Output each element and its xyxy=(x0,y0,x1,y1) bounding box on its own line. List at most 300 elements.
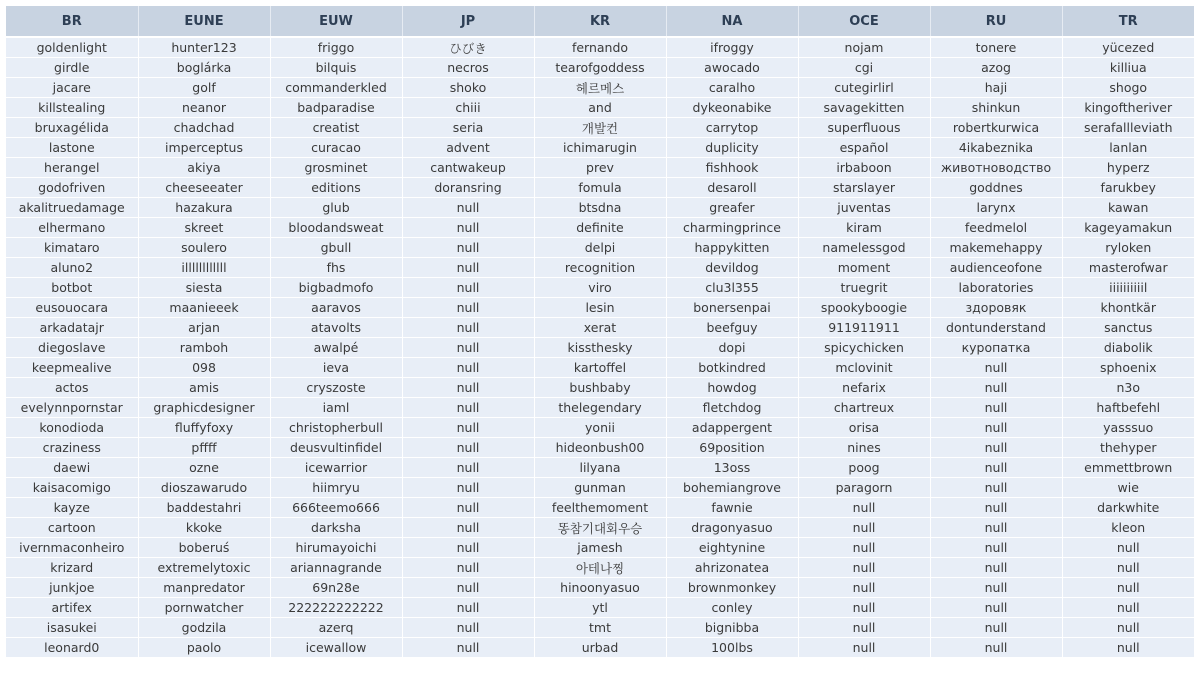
table-row xyxy=(6,238,1194,258)
table-cell: actos xyxy=(6,378,138,398)
table-cell: advent xyxy=(402,138,534,158)
table-cell: chadchad xyxy=(138,118,270,138)
table-cell: fawnie xyxy=(666,498,798,518)
table-cell: akalitruedamage xyxy=(6,198,138,218)
table-cell: clu3l355 xyxy=(666,278,798,298)
column-header-euw[interactable]: EUW xyxy=(270,6,402,37)
table-cell: null xyxy=(402,318,534,338)
table-cell: juventas xyxy=(798,198,930,218)
table-cell: makemehappy xyxy=(930,238,1062,258)
table-row xyxy=(6,398,1194,418)
table-cell: and xyxy=(534,98,666,118)
table-cell: null xyxy=(798,498,930,518)
table-cell: arjan xyxy=(138,318,270,338)
table-cell: ryloken xyxy=(1062,238,1194,258)
table-row xyxy=(6,438,1194,458)
column-header-tr[interactable]: TR xyxy=(1062,6,1194,37)
table-cell: pornwatcher xyxy=(138,598,270,618)
table-cell: kkoke xyxy=(138,518,270,538)
table-cell: sanctus xyxy=(1062,318,1194,338)
table-row xyxy=(6,37,1194,58)
table-cell: commanderkled xyxy=(270,78,402,98)
table-cell: goldenlight xyxy=(6,37,138,58)
table-cell: soulero xyxy=(138,238,270,258)
table-cell: necros xyxy=(402,58,534,78)
table-cell: 헤르메스 xyxy=(534,78,666,98)
table-cell: herangel xyxy=(6,158,138,178)
table-cell: null xyxy=(402,438,534,458)
table-cell: urbad xyxy=(534,638,666,658)
table-cell: amis xyxy=(138,378,270,398)
table-cell: diegoslave xyxy=(6,338,138,358)
table-cell: maanieeek xyxy=(138,298,270,318)
table-cell: curacao xyxy=(270,138,402,158)
table-cell: null xyxy=(798,518,930,538)
table-cell: bruxagélida xyxy=(6,118,138,138)
table-cell: hunter123 xyxy=(138,37,270,58)
table-cell: leonard0 xyxy=(6,638,138,658)
table-row xyxy=(6,298,1194,318)
table-row xyxy=(6,78,1194,98)
table-cell: lanlan xyxy=(1062,138,1194,158)
table-cell: paragorn xyxy=(798,478,930,498)
table-cell: duplicity xyxy=(666,138,798,158)
table-cell: shinkun xyxy=(930,98,1062,118)
table-cell: bilquis xyxy=(270,58,402,78)
table-cell: awocado xyxy=(666,58,798,78)
table-cell: azerq xyxy=(270,618,402,638)
table-cell: boglárka xyxy=(138,58,270,78)
header-row xyxy=(6,6,1194,37)
table-cell: aluno2 xyxy=(6,258,138,278)
table-cell: bohemiangrove xyxy=(666,478,798,498)
table-row xyxy=(6,138,1194,158)
table-cell: null xyxy=(798,578,930,598)
table-cell: howdog xyxy=(666,378,798,398)
table-cell: ひびき xyxy=(402,37,534,58)
table-cell: ieva xyxy=(270,358,402,378)
table-cell: beefguy xyxy=(666,318,798,338)
table-cell: hirumayoichi xyxy=(270,538,402,558)
table-cell: haftbefehl xyxy=(1062,398,1194,418)
table-cell: 69n28e xyxy=(270,578,402,598)
table-cell: farukbey xyxy=(1062,178,1194,198)
table-cell: krizard xyxy=(6,558,138,578)
table-cell: null xyxy=(402,578,534,598)
table-cell: feelthemoment xyxy=(534,498,666,518)
table-cell: brownmonkey xyxy=(666,578,798,598)
table-cell: killstealing xyxy=(6,98,138,118)
table-cell: cantwakeup xyxy=(402,158,534,178)
table-cell: fletchdog xyxy=(666,398,798,418)
table-cell: null xyxy=(930,638,1062,658)
table-cell: null xyxy=(930,458,1062,478)
table-cell: carrytop xyxy=(666,118,798,138)
table-cell: seria xyxy=(402,118,534,138)
table-cell: killiua xyxy=(1062,58,1194,78)
table-cell: null xyxy=(930,398,1062,418)
table-cell: definite xyxy=(534,218,666,238)
table-cell: ytl xyxy=(534,598,666,618)
table-cell: imperceptus xyxy=(138,138,270,158)
table-cell: thelegendary xyxy=(534,398,666,418)
table-cell: 개발컨 xyxy=(534,118,666,138)
table-cell: nefarix xyxy=(798,378,930,398)
table-cell: 222222222222 xyxy=(270,598,402,618)
table-cell: jacare xyxy=(6,78,138,98)
table-cell: recognition xyxy=(534,258,666,278)
table-cell: kayze xyxy=(6,498,138,518)
table-cell: null xyxy=(1062,538,1194,558)
table-cell: dioszawarudo xyxy=(138,478,270,498)
table-cell: nines xyxy=(798,438,930,458)
table-body xyxy=(6,37,1194,657)
table-cell: prev xyxy=(534,158,666,178)
table-cell: ivernmaconheiro xyxy=(6,538,138,558)
table-row xyxy=(6,178,1194,198)
table-cell: null xyxy=(930,598,1062,618)
table-cell: fluffyfoxy xyxy=(138,418,270,438)
table-cell: null xyxy=(402,198,534,218)
table-cell: fernando xyxy=(534,37,666,58)
table-cell: nojam xyxy=(798,37,930,58)
table-cell: 똥참기대회우승 xyxy=(534,518,666,538)
table-cell: editions xyxy=(270,178,402,198)
table-cell: neanor xyxy=(138,98,270,118)
table-cell: null xyxy=(930,538,1062,558)
table-cell: null xyxy=(930,378,1062,398)
table-row xyxy=(6,358,1194,378)
table-cell: sphoenix xyxy=(1062,358,1194,378)
table-cell: null xyxy=(402,458,534,478)
table-cell: null xyxy=(930,498,1062,518)
table-cell: jamesh xyxy=(534,538,666,558)
table-cell: azog xyxy=(930,58,1062,78)
table-cell: kiram xyxy=(798,218,930,238)
table-cell: null xyxy=(1062,598,1194,618)
table-row xyxy=(6,338,1194,358)
table-cell: null xyxy=(402,258,534,278)
table-cell: здоровяк xyxy=(930,298,1062,318)
table-cell: fishhook xyxy=(666,158,798,178)
table-row xyxy=(6,498,1194,518)
table-cell: null xyxy=(930,438,1062,458)
table-cell: darkwhite xyxy=(1062,498,1194,518)
table-cell: null xyxy=(402,518,534,538)
table-cell: null xyxy=(798,538,930,558)
table-cell: животноводство xyxy=(930,158,1062,178)
table-cell: robertkurwica xyxy=(930,118,1062,138)
table-cell: shogo xyxy=(1062,78,1194,98)
table-cell: null xyxy=(402,538,534,558)
table-cell: iiiiiiiiiil xyxy=(1062,278,1194,298)
table-cell: dopi xyxy=(666,338,798,358)
column-header-eune[interactable]: EUNE xyxy=(138,6,270,37)
table-cell: larynx xyxy=(930,198,1062,218)
table-cell: icewallow xyxy=(270,638,402,658)
table-row xyxy=(6,578,1194,598)
table-cell: null xyxy=(402,338,534,358)
column-header-ru[interactable]: RU xyxy=(930,6,1062,37)
table-cell: wie xyxy=(1062,478,1194,498)
table-cell: null xyxy=(402,478,534,498)
table-cell: serafallleviath xyxy=(1062,118,1194,138)
table-cell: bloodandsweat xyxy=(270,218,402,238)
table-cell: null xyxy=(402,398,534,418)
table-cell: deusvultinfidel xyxy=(270,438,402,458)
table-cell: cgi xyxy=(798,58,930,78)
table-cell: emmettbrown xyxy=(1062,458,1194,478)
table-cell: truegrit xyxy=(798,278,930,298)
table-row xyxy=(6,538,1194,558)
table-cell: null xyxy=(798,558,930,578)
table-row xyxy=(6,478,1194,498)
table-row xyxy=(6,58,1194,78)
column-header-oce[interactable]: OCE xyxy=(798,6,930,37)
table-cell: conley xyxy=(666,598,798,618)
table-cell: dragonyasuo xyxy=(666,518,798,538)
table-cell: boberuś xyxy=(138,538,270,558)
table-cell: diabolik xyxy=(1062,338,1194,358)
table-cell: illllllllllll xyxy=(138,258,270,278)
table-cell: null xyxy=(930,618,1062,638)
table-cell: atavolts xyxy=(270,318,402,338)
table-cell: akiya xyxy=(138,158,270,178)
table-cell: null xyxy=(402,418,534,438)
table-row xyxy=(6,98,1194,118)
table-cell: tonere xyxy=(930,37,1062,58)
table-cell: christopherbull xyxy=(270,418,402,438)
table-cell: dykeonabike xyxy=(666,98,798,118)
column-header-jp[interactable]: JP xyxy=(402,6,534,37)
table-cell: golf xyxy=(138,78,270,98)
table-cell: junkjoe xyxy=(6,578,138,598)
table-cell: bonersenpai xyxy=(666,298,798,318)
table-cell: baddestahri xyxy=(138,498,270,518)
table-cell: irbaboon xyxy=(798,158,930,178)
table-cell: yonii xyxy=(534,418,666,438)
table-cell: paolo xyxy=(138,638,270,658)
table-cell: kimataro xyxy=(6,238,138,258)
table-cell: evelynnpornstar xyxy=(6,398,138,418)
table-row xyxy=(6,218,1194,238)
table-cell: null xyxy=(402,278,534,298)
table-cell: manpredator xyxy=(138,578,270,598)
table-row xyxy=(6,278,1194,298)
table-cell: dontunderstand xyxy=(930,318,1062,338)
table-cell: null xyxy=(402,638,534,658)
table-cell: cartoon xyxy=(6,518,138,538)
table-cell: aaravos xyxy=(270,298,402,318)
table-cell: hinoonyasuo xyxy=(534,578,666,598)
table-cell: null xyxy=(798,598,930,618)
table-cell: kissthesky xyxy=(534,338,666,358)
table-cell: null xyxy=(1062,578,1194,598)
table-cell: goddnes xyxy=(930,178,1062,198)
table-cell: kleon xyxy=(1062,518,1194,538)
table-cell: tearofgoddess xyxy=(534,58,666,78)
table-cell: kaisacomigo xyxy=(6,478,138,498)
table-cell: thehyper xyxy=(1062,438,1194,458)
table-cell: kageyamakun xyxy=(1062,218,1194,238)
table-cell: null xyxy=(402,298,534,318)
table-cell: null xyxy=(402,218,534,238)
table-cell: siesta xyxy=(138,278,270,298)
table-cell: delpi xyxy=(534,238,666,258)
table-cell: 13oss xyxy=(666,458,798,478)
table-cell: elhermano xyxy=(6,218,138,238)
table-cell: craziness xyxy=(6,438,138,458)
table-cell: yasssuo xyxy=(1062,418,1194,438)
table-cell: konodioda xyxy=(6,418,138,438)
table-cell: null xyxy=(930,518,1062,538)
table-cell: mclovinit xyxy=(798,358,930,378)
table-row xyxy=(6,558,1194,578)
table-cell: hideonbush00 xyxy=(534,438,666,458)
data-table-container xyxy=(6,6,1194,657)
table-cell: charmingprince xyxy=(666,218,798,238)
table-cell: ahrizonatea xyxy=(666,558,798,578)
table-cell: pffff xyxy=(138,438,270,458)
table-cell: grosminet xyxy=(270,158,402,178)
table-cell: null xyxy=(1062,558,1194,578)
table-cell: ifroggy xyxy=(666,37,798,58)
table-cell: null xyxy=(402,558,534,578)
table-cell: null xyxy=(798,618,930,638)
table-cell: glub xyxy=(270,198,402,218)
table-row xyxy=(6,418,1194,438)
table-cell: poog xyxy=(798,458,930,478)
table-cell: masterofwar xyxy=(1062,258,1194,278)
table-cell: superfluous xyxy=(798,118,930,138)
table-row xyxy=(6,318,1194,338)
table-row xyxy=(6,638,1194,658)
table-cell: chiii xyxy=(402,98,534,118)
table-row xyxy=(6,378,1194,398)
table-cell: gbull xyxy=(270,238,402,258)
table-cell: spicychicken xyxy=(798,338,930,358)
table-cell: botbot xyxy=(6,278,138,298)
table-cell: caralho xyxy=(666,78,798,98)
table-row xyxy=(6,458,1194,478)
table-cell: null xyxy=(930,578,1062,598)
table-cell: hyperz xyxy=(1062,158,1194,178)
table-row xyxy=(6,518,1194,538)
table-cell: 100lbs xyxy=(666,638,798,658)
table-cell: fhs xyxy=(270,258,402,278)
table-cell: graphicdesigner xyxy=(138,398,270,418)
table-cell: chartreux xyxy=(798,398,930,418)
table-cell: friggo xyxy=(270,37,402,58)
table-cell: null xyxy=(402,498,534,518)
table-cell: hiimryu xyxy=(270,478,402,498)
table-cell: kingoftheriver xyxy=(1062,98,1194,118)
table-cell: kawan xyxy=(1062,198,1194,218)
table-cell: 666teemo666 xyxy=(270,498,402,518)
table-cell: null xyxy=(930,418,1062,438)
table-cell: awalpé xyxy=(270,338,402,358)
table-cell: n3o xyxy=(1062,378,1194,398)
table-cell: xerat xyxy=(534,318,666,338)
table-cell: extremelytoxic xyxy=(138,558,270,578)
table-cell: darksha xyxy=(270,518,402,538)
table-cell: savagekitten xyxy=(798,98,930,118)
table-cell: null xyxy=(1062,638,1194,658)
table-cell: 4ikabeznika xyxy=(930,138,1062,158)
column-header-na[interactable]: NA xyxy=(666,6,798,37)
table-cell: 098 xyxy=(138,358,270,378)
table-cell: 911911911 xyxy=(798,318,930,338)
table-cell: feedmelol xyxy=(930,218,1062,238)
table-cell: isasukei xyxy=(6,618,138,638)
table-cell: bushbaby xyxy=(534,378,666,398)
table-cell: godzila xyxy=(138,618,270,638)
table-cell: badparadise xyxy=(270,98,402,118)
table-row xyxy=(6,618,1194,638)
table-cell: girdle xyxy=(6,58,138,78)
table-row xyxy=(6,118,1194,138)
table-cell: 아테나찡 xyxy=(534,558,666,578)
table-cell: gunman xyxy=(534,478,666,498)
table-cell: namelessgod xyxy=(798,238,930,258)
table-row xyxy=(6,158,1194,178)
table-cell: null xyxy=(930,478,1062,498)
table-cell: icewarrior xyxy=(270,458,402,478)
table-cell: español xyxy=(798,138,930,158)
table-cell: spookyboogie xyxy=(798,298,930,318)
table-cell: haji xyxy=(930,78,1062,98)
column-header-kr[interactable]: KR xyxy=(534,6,666,37)
table-cell: khontkär xyxy=(1062,298,1194,318)
table-cell: daewi xyxy=(6,458,138,478)
table-header xyxy=(6,6,1194,37)
table-cell: keepmealive xyxy=(6,358,138,378)
table-cell: artifex xyxy=(6,598,138,618)
table-cell: greafer xyxy=(666,198,798,218)
table-cell: null xyxy=(798,638,930,658)
table-cell: bigbadmofo xyxy=(270,278,402,298)
table-row xyxy=(6,258,1194,278)
column-header-br[interactable]: BR xyxy=(6,6,138,37)
table-cell: null xyxy=(402,238,534,258)
table-cell: null xyxy=(930,358,1062,378)
table-cell: lesin xyxy=(534,298,666,318)
table-cell: kartoffel xyxy=(534,358,666,378)
table-cell: eightynine xyxy=(666,538,798,558)
table-cell: orisa xyxy=(798,418,930,438)
table-cell: viro xyxy=(534,278,666,298)
table-cell: adappergent xyxy=(666,418,798,438)
table-cell: cutegirlirl xyxy=(798,78,930,98)
table-cell: iaml xyxy=(270,398,402,418)
table-row xyxy=(6,598,1194,618)
table-cell: null xyxy=(1062,618,1194,638)
table-cell: starslayer xyxy=(798,178,930,198)
table-cell: null xyxy=(402,378,534,398)
table-cell: null xyxy=(930,558,1062,578)
table-cell: doransring xyxy=(402,178,534,198)
table-cell: botkindred xyxy=(666,358,798,378)
table-cell: ichimarugin xyxy=(534,138,666,158)
table-cell: null xyxy=(402,618,534,638)
table-cell: yücezed xyxy=(1062,37,1194,58)
table-cell: lilyana xyxy=(534,458,666,478)
table-cell: arkadatajr xyxy=(6,318,138,338)
table-cell: null xyxy=(402,598,534,618)
table-cell: creatist xyxy=(270,118,402,138)
table-cell: happykitten xyxy=(666,238,798,258)
table-cell: desaroll xyxy=(666,178,798,198)
